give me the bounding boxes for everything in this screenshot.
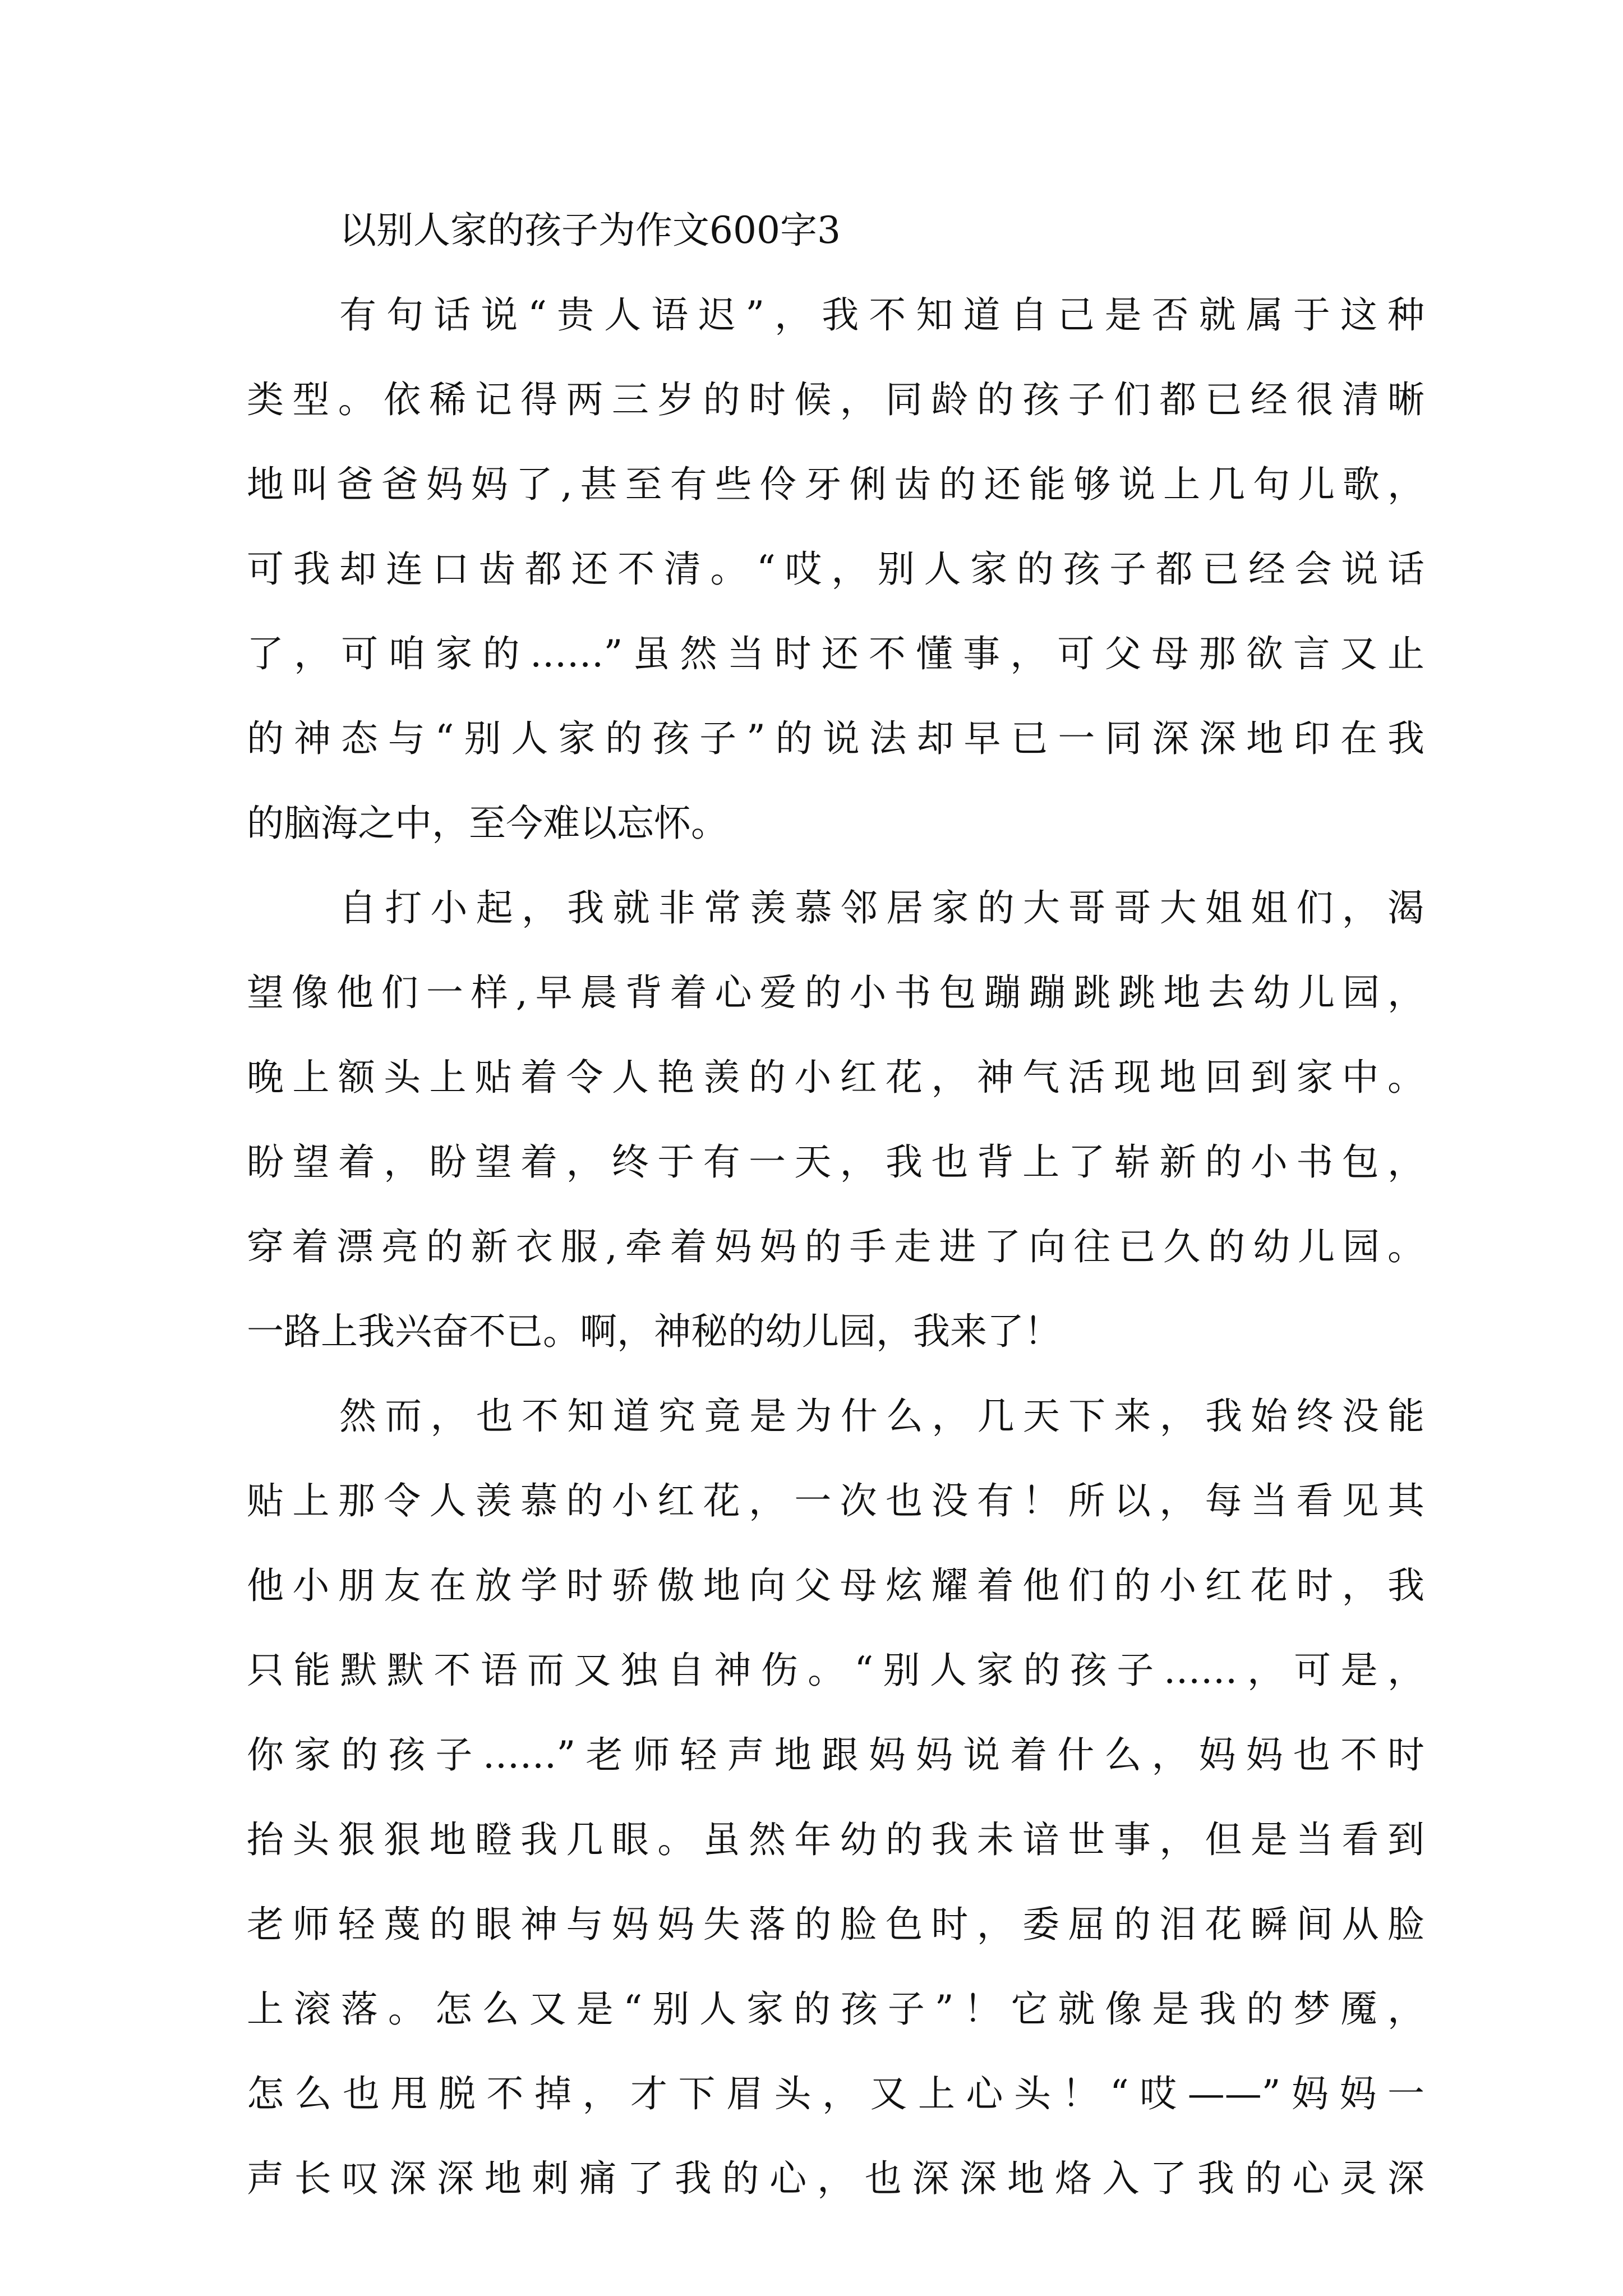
paragraph-line: 怎么也甩脱不掉，才下眉头，又上心头！“哎——”妈妈一 [247, 2072, 1424, 2115]
paragraph-line: 地叫爸爸妈妈了,甚至有些伶牙俐齿的还能够说上几句儿歌， [247, 463, 1424, 506]
paragraph-line: 了，可咱家的……”虽然当时还不懂事，可父母那欲言又止 [247, 632, 1424, 675]
paragraph-line: 只能默默不语而又独自神伤。“别人家的孩子……，可是， [247, 1649, 1424, 1692]
paragraph-line: 你家的孩子……”老师轻声地跟妈妈说着什么，妈妈也不时 [247, 1733, 1424, 1777]
paragraph-line: 可我却连口齿都还不清。“哎，别人家的孩子都已经会说话 [247, 547, 1424, 591]
paragraph-line: 贴上那令人羡慕的小红花，一次也没有！所以，每当看见其 [247, 1479, 1424, 1522]
paragraph-line: 有句话说“贵人语迟”，我不知道自己是否就属于这种 [339, 293, 1424, 337]
paragraph-line: 盼望着，盼望着，终于有一天，我也背上了崭新的小书包， [247, 1140, 1424, 1184]
paragraph-line: 自打小起，我就非常羡慕邻居家的大哥哥大姐姐们，渴 [339, 886, 1424, 930]
paragraph-line: 他小朋友在放学时骄傲地向父母炫耀着他们的小红花时，我 [247, 1564, 1424, 1607]
paragraph-line: 然而，也不知道究竟是为什么，几天下来，我始终没能 [339, 1395, 1424, 1438]
paragraph-line: 望像他们一样,早晨背着心爱的小书包蹦蹦跳跳地去幼儿园， [247, 971, 1424, 1014]
paragraph-line: 上滚落。怎么又是“别人家的孩子”！它就像是我的梦魇， [247, 1987, 1424, 2031]
paragraph-line: 的神态与“别人家的孩子”的说法却早已一同深深地印在我 [247, 717, 1424, 760]
paragraph-line: 晚上额头上贴着令人艳羡的小红花，神气活现地回到家中。 [247, 1056, 1424, 1099]
paragraph-line: 的脑海之中，至今难以忘怀。 [247, 802, 728, 845]
paragraph-line: 老师轻蔑的眼神与妈妈失落的脸色时，委屈的泪花瞬间从脸 [247, 1903, 1424, 1946]
paragraph-line: 穿着漂亮的新衣服,牵着妈妈的手走进了向往已久的幼儿园。 [247, 1225, 1424, 1268]
paragraph-line: 声长叹深深地刺痛了我的心，也深深地烙入了我的心灵深 [247, 2157, 1424, 2200]
page-title: 以别人家的孩子为作文600字3 [339, 209, 841, 252]
paragraph-line: 类型。依稀记得两三岁的时候，同龄的孩子们都已经很清晰 [247, 378, 1424, 421]
paragraph-line: 一路上我兴奋不已。啊，神秘的幼儿园，我来了！ [247, 1310, 1061, 1353]
paragraph-line: 抬头狠狠地瞪我几眼。虽然年幼的我未谙世事，但是当看到 [247, 1818, 1424, 1861]
